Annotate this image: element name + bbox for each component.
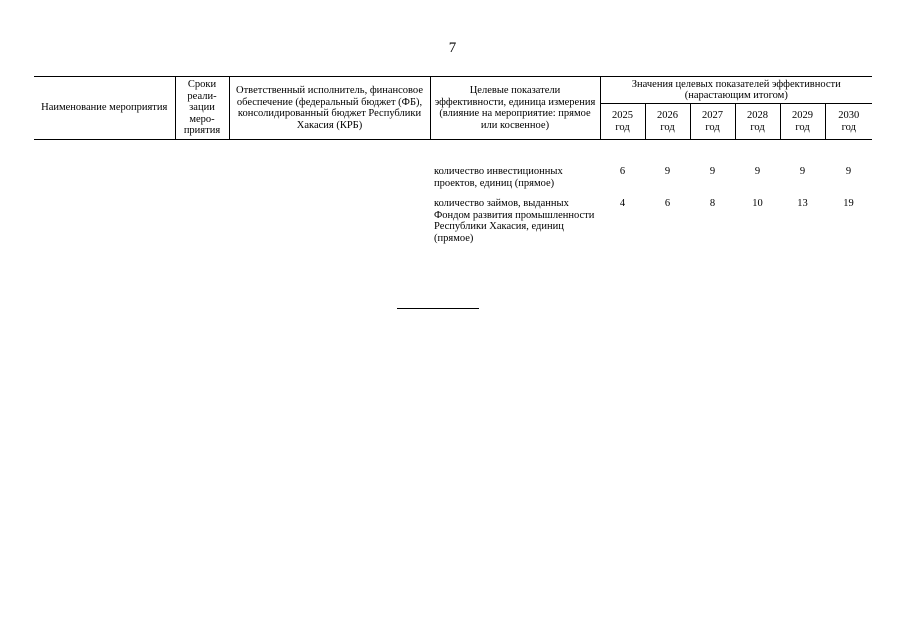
value-2027: 9 xyxy=(709,166,716,177)
header-year-2028 xyxy=(735,104,780,140)
value-2025: 4 xyxy=(619,198,626,209)
year-unit: год xyxy=(660,121,675,133)
table-row xyxy=(34,198,872,244)
year-unit: год xyxy=(705,121,720,133)
indicator-cell: количество займов, выданных Фондом развития промышленности Республики Хакасия, единиц (прямое) xyxy=(434,198,595,244)
year-label: 2026 xyxy=(657,110,678,121)
year-label: 2028 xyxy=(747,110,768,121)
footnote-separator-line xyxy=(397,308,479,309)
year-unit: год xyxy=(795,121,810,133)
year-unit: год xyxy=(750,121,765,133)
header-implementation-terms: Сроки реали-зации меро-приятия xyxy=(175,77,229,140)
value-2025: 6 xyxy=(619,166,626,177)
header-year-2026 xyxy=(645,104,690,140)
terms-cell xyxy=(175,198,229,244)
year-unit: год xyxy=(615,121,630,133)
value-2028: 9 xyxy=(754,166,761,177)
header-indicator-values: Значения целевых показателей эффективности (нарастающим итогом) xyxy=(600,77,872,104)
header-year-2027 xyxy=(690,104,735,140)
year-label: 2025 xyxy=(612,110,633,121)
spacer-row xyxy=(34,189,872,198)
activity-cell xyxy=(34,166,175,189)
year-label: 2027 xyxy=(702,110,723,121)
value-2028: 10 xyxy=(752,198,763,209)
table-row xyxy=(34,166,872,189)
value-2027: 8 xyxy=(709,198,716,209)
executor-cell xyxy=(229,166,430,189)
value-2030: 9 xyxy=(845,166,852,177)
spacer-row xyxy=(34,140,872,167)
header-year-2025 xyxy=(600,104,645,140)
value-2030: 19 xyxy=(843,198,854,209)
header-target-indicators: Целевые показатели эффективности, единица измерения (влияние на мероприятие: прямое или косвенное) xyxy=(430,77,600,140)
year-label: 2029 xyxy=(792,110,813,121)
table-header-row xyxy=(34,77,872,104)
year-label: 2030 xyxy=(838,110,860,121)
year-unit: год xyxy=(841,121,856,133)
header-year-2029 xyxy=(780,104,825,140)
header-activity-name: Наименование мероприятия xyxy=(34,77,175,140)
value-2026: 6 xyxy=(664,198,671,209)
header-executor-financing: Ответственный исполнитель, финансовое обеспечение (федеральный бюджет (ФБ), консолидированный бюджет Республики Хакасия (КРБ) xyxy=(229,77,430,140)
indicators-table xyxy=(34,76,872,244)
indicator-cell: количество инвестиционных проектов, единиц (прямое) xyxy=(434,166,563,189)
value-2026: 9 xyxy=(664,166,671,177)
header-year-2030 xyxy=(825,104,872,140)
value-2029: 13 xyxy=(797,198,808,209)
activity-cell xyxy=(34,198,175,244)
page-number: 7 xyxy=(448,40,457,56)
executor-cell xyxy=(229,198,430,244)
value-2029: 9 xyxy=(799,166,806,177)
terms-cell xyxy=(175,166,229,189)
